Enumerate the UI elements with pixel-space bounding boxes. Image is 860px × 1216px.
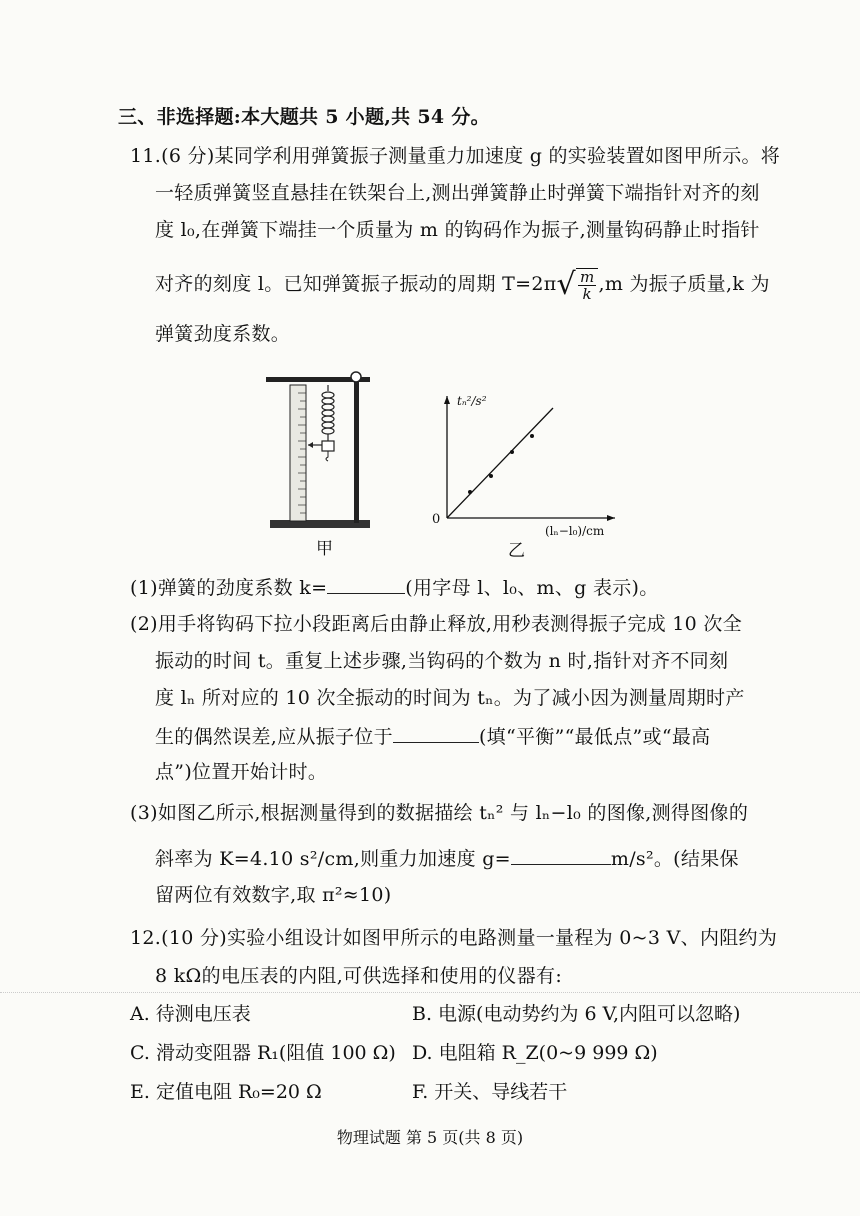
q11-part-2-line-5: 点”)位置开始计时。 <box>155 761 328 783</box>
q11-line-3: 度 l₀,在弹簧下端挂一个质量为 m 的钩码作为振子,测量钩码静止时指针 <box>155 219 760 241</box>
q11-part-3-line-2 <box>155 844 739 872</box>
figure-graph-label: 乙 <box>508 541 525 561</box>
q11-part-3-line-1: (3)如图乙所示,根据测量得到的数据描绘 tₙ² 与 lₙ−l₀ 的图像,测得图像的 <box>130 802 749 824</box>
q12-option-b: B. 电源(电动势约为 6 V,内阻可以忽略) <box>412 1003 741 1025</box>
answer-blank-1[interactable] <box>327 573 405 594</box>
q11-line-5: 弹簧劲度系数。 <box>155 323 291 345</box>
q11-part-1-text-2: (用字母 l、l₀、m、g 表示)。 <box>405 577 659 599</box>
q12-option-a: A. 待测电压表 <box>130 1003 251 1025</box>
q11-period-text: 对齐的刻度 l。已知弹簧振子振动的周期 T=2π <box>155 273 557 295</box>
q11-part-1 <box>130 573 659 601</box>
graph-y-axis-label: tₙ²/s² <box>457 394 487 408</box>
q11-part-3-text: 斜率为 K=4.10 s²/cm,则重力加速度 g= <box>155 848 511 870</box>
answer-blank-2[interactable] <box>393 722 479 743</box>
graph-origin-label: 0 <box>432 512 441 527</box>
frac-numerator: m <box>579 268 595 286</box>
section-title: 三、非选择题:本大题共 5 小题,共 54 分。 <box>118 106 490 128</box>
figure-graph <box>425 390 625 540</box>
q11-part-2-line-4 <box>155 722 710 750</box>
q12-line-1: 12.(10 分)实验小组设计如图甲所示的电路测量一量程为 0~3 V、内阻约为 <box>130 927 778 949</box>
answer-blank-3[interactable] <box>511 844 611 865</box>
scan-artifact-line <box>0 992 860 993</box>
q11-part-1-text: (1)弹簧的劲度系数 k= <box>130 577 328 599</box>
q11-part-2-text: 生的偶然误差,应从振子位于 <box>155 726 393 748</box>
q11-part-2-line-3: 度 lₙ 所对应的 10 次全振动的时间为 tₙ。为了减小因为测量周期时产 <box>155 687 745 709</box>
figure-apparatus <box>262 365 382 535</box>
frac-denominator: k <box>582 285 592 303</box>
sqrt-expression: √ $\frac{m}{k}$ <box>557 268 599 302</box>
q11-part-3-text-2: m/s²。(结果保 <box>610 848 739 870</box>
q11-part-3-line-3: 留两位有效数字,取 π²≈10) <box>155 884 392 906</box>
q12-option-f: F. 开关、导线若干 <box>412 1081 568 1103</box>
q11-line-4 <box>155 268 770 302</box>
q12-option-d: D. 电阻箱 R_Z(0~9 999 Ω) <box>412 1042 658 1064</box>
q11-period-text-2: ,m 为振子质量,k 为 <box>598 273 770 295</box>
q11-part-2-line-1: (2)用手将钩码下拉小段距离后由静止释放,用秒表测得振子完成 10 次全 <box>130 613 743 635</box>
q11-part-2-text-2: (填“平衡”“最低点”或“最高 <box>478 726 711 748</box>
q11-part-2-line-2: 振动的时间 t。重复上述步骤,当钩码的个数为 n 时,指针对齐不同刻 <box>155 650 729 672</box>
q12-option-e: E. 定值电阻 R₀=20 Ω <box>130 1081 322 1103</box>
page-footer: 物理试题 第 5 页(共 8 页) <box>336 1128 524 1147</box>
figure-apparatus-label: 甲 <box>316 539 333 559</box>
q11-line-2: 一轻质弹簧竖直悬挂在铁架台上,测出弹簧静止时弹簧下端指针对齐的刻 <box>155 182 760 204</box>
q11-line-1: 11.(6 分)某同学利用弹簧振子测量重力加速度 g 的实验装置如图甲所示。将 <box>130 145 781 167</box>
graph-x-axis-label: (lₙ−l₀)/cm <box>545 524 605 538</box>
q12-line-2: 8 kΩ的电压表的内阻,可供选择和使用的仪器有: <box>155 965 563 987</box>
q12-option-c: C. 滑动变阻器 R₁(阻值 100 Ω) <box>130 1042 396 1064</box>
